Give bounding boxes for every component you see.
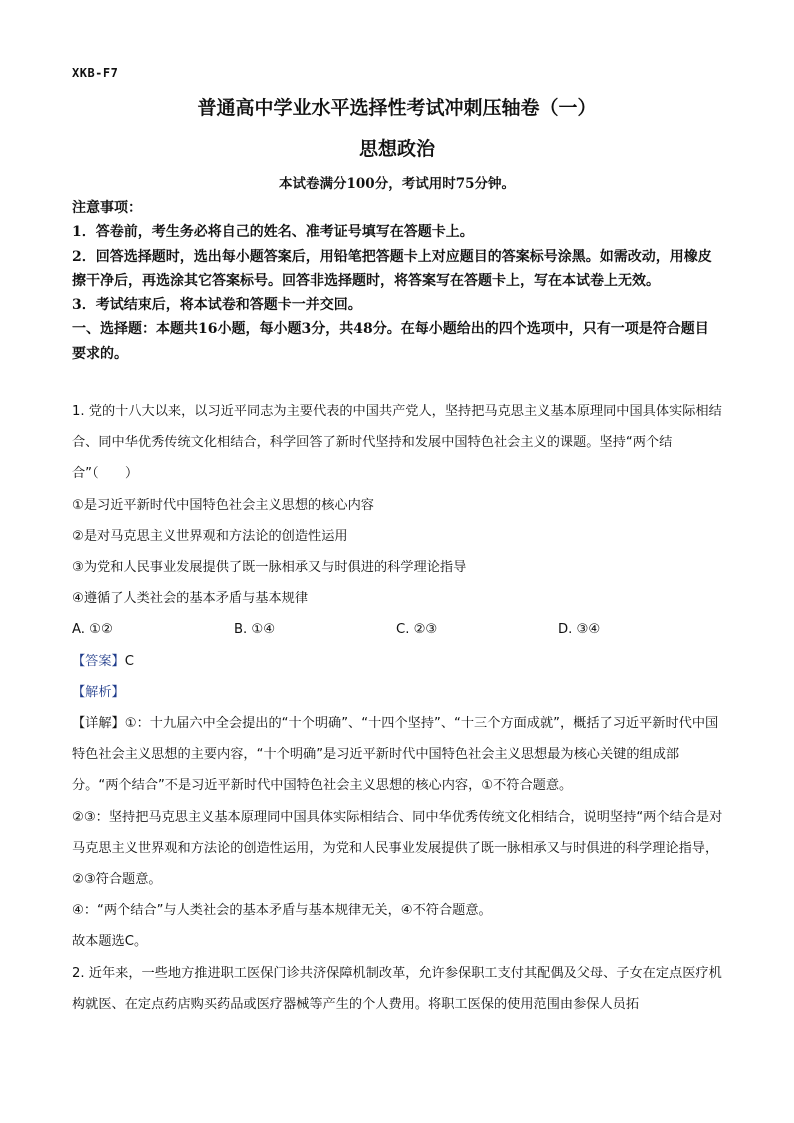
section-heading: 一、选择题：本题共16小题，每小题3分，共48分。在每小题给出的四个选项中，只有一项是符合题目要求的。 [72,321,709,362]
instruction-item: 2．回答选择题时，选出每小题答案后，用铅笔把答题卡上对应题目的答案标号涂黑。如需改动，用橡皮擦干净后，再选涂其它答案标号。回答非选择题时，将答案写在答题卡上，写在本试卷上无效。 [72,248,712,289]
option-a: A. ①② [72,622,113,638]
detail-tag: 【详解】 [72,716,125,732]
analysis-tag: 【解析】 [72,684,125,700]
answer-line [72,646,724,677]
answer-value: C [124,653,134,669]
exam-title: 普通高中学业水平选择性考试冲刺压轴卷（一） [197,97,597,119]
instructions [72,196,722,366]
options-row [72,614,724,645]
detail-paragraph: ②③：坚持把马克思主义基本原理同中国具体实际相结合、同中华优秀传统文化相结合，说明坚持“两个结合是对马克思主义世界观和方法论的创造性运用，为党和人民事业发展提供了既一脉相承又与时俱进的科学理论指导，②③符合题意。 [72,809,723,888]
statement-item: ④遵循了人类社会的基本矛盾与基本规律 [72,591,309,607]
exam-info: 本试卷满分100分，考试用时75分钟。 [279,176,515,192]
option-c: C. ②③ [396,622,438,638]
analysis-line [72,677,724,708]
detail-text: ①：十九届六中全会提出的“十个明确”、“十四个坚持”、“十三个方面成就”，概括了习近平新时代中国特色社会主义思想的主要内容，“十个明确”是习近平新时代中国特色社会主义思想最为核心关键的组成部分。“两个结合”不是习近平新时代中国特色社会主义思想的核心内容，①不符合题意。 [72,716,719,794]
statement-item: ②是对马克思主义世界观和方法论的创造性运用 [72,528,348,544]
exam-code: XKB-F7 [72,66,119,80]
answer-tag: 【答案】 [72,653,125,669]
statement-item: ③为党和人民事业发展提供了既一脉相承又与时俱进的科学理论指导 [72,560,467,576]
option-d: D. ③④ [558,622,601,638]
question-stem: 1. 党的十八大以来，以习近平同志为主要代表的中国共产党人，坚持把马克思主义基本原理同中国具体实际相结合、同中华优秀传统文化相结合，科学回答了新时代坚持和发展中国特色社会主义的课题。坚持“两个结合”（ ） [72,404,722,482]
instruction-item: 3．考试结束后，将本试卷和答题卡一并交回。 [72,297,362,314]
detail-conclusion: 故本题选C。 [72,934,148,950]
detail-paragraph: ④：“两个结合”与人类社会的基本矛盾与基本规律无关，④不符合题意。 [72,903,492,919]
detail-paragraph [72,708,724,802]
option-b: B. ①④ [234,622,276,638]
subject-title: 思想政治 [358,138,435,160]
question-stem: 2. 近年来，一些地方推进职工医保门诊共济保障机制改革，允许参保职工支付其配偶及父母、子女在定点医疗机构就医、在定点药店购买药品或医疗器械等产生的个人费用。将职工医保的使用范围由参保人员拓 [72,965,722,1012]
instruction-item: 1．答卷前，考生务必将自己的姓名、准考证号填写在答题卡上。 [72,224,474,241]
question-body [72,396,724,1020]
instructions-heading: 注意事项： [72,200,142,216]
statement-item: ①是习近平新时代中国特色社会主义思想的核心内容 [72,497,374,513]
